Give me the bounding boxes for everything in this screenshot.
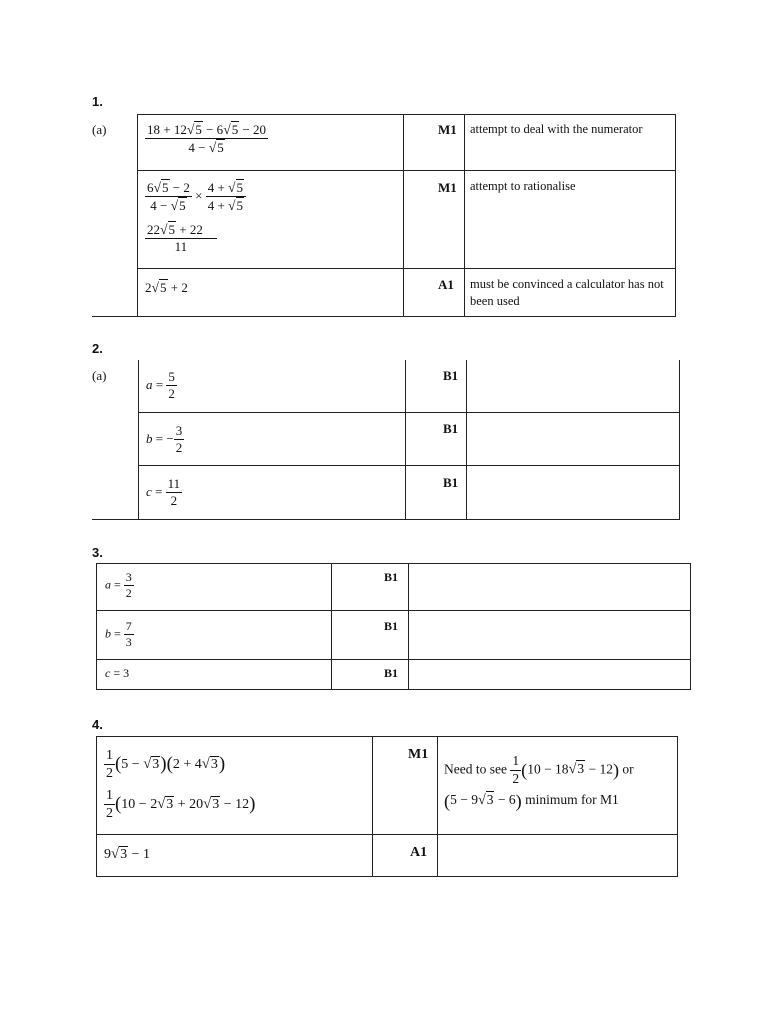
q4-row1-expression-line1: $\frac{1}{2}$ (5 − √3)(2 + 4√3) <box>106 748 226 782</box>
q4-row1-mark: M1 <box>408 747 429 762</box>
q1-row1-expression: $\frac{18 + 12√5 - 6√5 - 20}{4 - √5}$ <box>147 122 267 156</box>
q1-row3-mark: A1 <box>438 277 454 292</box>
q2-row3-expression: c = $\frac{11}{2}$ <box>146 476 181 509</box>
q1-row3-expression: 2√5 + 2 <box>145 280 188 295</box>
question-3-number: 3. <box>92 545 103 560</box>
question-1-number: 1. <box>92 94 103 109</box>
q1-row2-note: attempt to rationalise <box>470 179 576 193</box>
q2-row2-expression: b = − $\frac{3}{2}$ <box>146 423 183 456</box>
q2-row3-mark: B1 <box>443 475 459 490</box>
question-2-number: 2. <box>92 341 103 356</box>
q3-row3-mark: B1 <box>384 666 399 680</box>
question-2-part-label: (a) <box>92 368 107 383</box>
q3-row2-expression: b = $\frac{7}{3}$ <box>105 619 132 650</box>
q4-row1-note-line1: Need to see $\frac{1}{2}$ (10 − 18√3 − 12) or <box>444 753 634 786</box>
q1-row1-mark: M1 <box>438 122 457 137</box>
q1-row2-expression: $\frac{6√5 - 2}{4 - √5}$ × $\frac{4 + √5}{4 + √5}$ <box>145 180 246 214</box>
q1-row3-note: must be convinced a calculator has not been used <box>470 277 664 308</box>
q2-row1-expression: a = $\frac{5}{2}$ <box>146 369 175 402</box>
q1-row2-mark: M1 <box>438 180 457 195</box>
question-4-number: 4. <box>92 717 103 732</box>
q4-row2-expression: 9√3 − 1 <box>104 846 150 862</box>
q3-row1-expression: a = $\frac{3}{2}$ <box>105 570 132 601</box>
q2-row2-mark: B1 <box>443 421 459 436</box>
q3-row3-expression: c = 3 <box>105 666 130 680</box>
q4-row1-expression-line2: $\frac{1}{2}$ (10 − 2√3 + 20√3 − 12) <box>106 788 256 822</box>
q1-row2-simplified: $\frac{22√5 + 22}{11}$ <box>145 222 217 255</box>
q3-row2-mark: B1 <box>384 619 399 633</box>
q1-row1-note: attempt to deal with the numerator <box>470 122 643 136</box>
q3-row1-mark: B1 <box>384 570 399 584</box>
q2-row1-mark: B1 <box>443 368 459 383</box>
q4-row1-note-line2: (5 − 9√3 − 6) minimum for M1 <box>444 791 619 811</box>
q4-row2-mark: A1 <box>410 845 428 860</box>
question-1-part-label: (a) <box>92 122 107 137</box>
